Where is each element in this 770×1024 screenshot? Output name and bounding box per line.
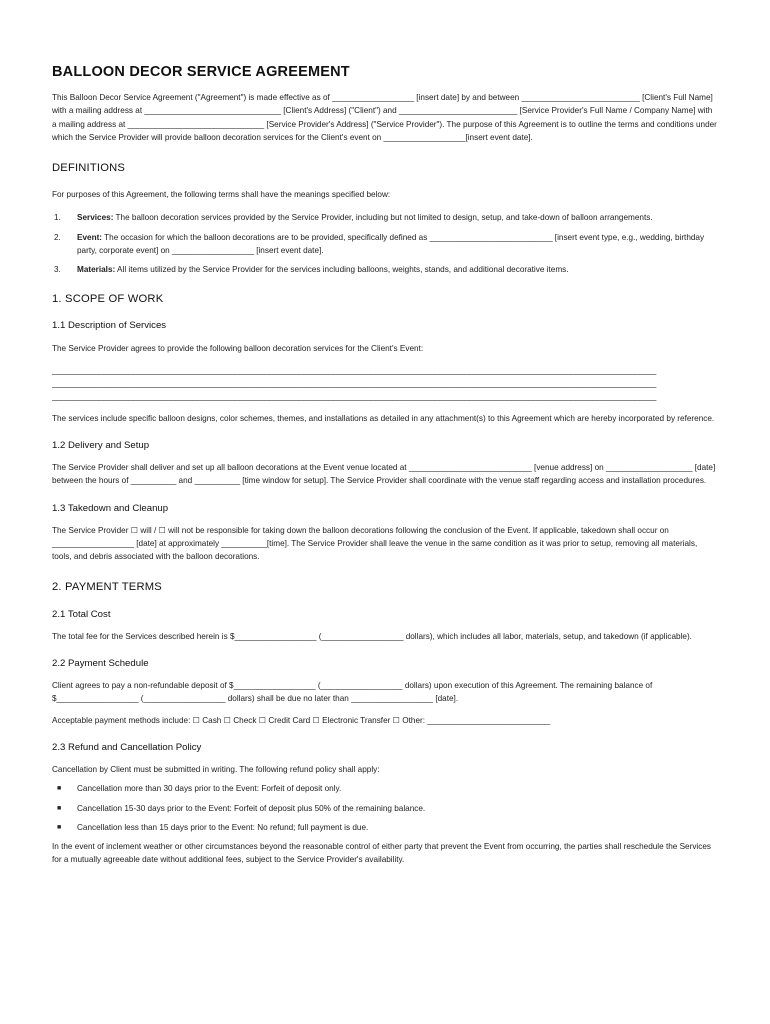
definition-item bbox=[52, 231, 718, 257]
definition-text: The balloon decoration services provided by the Service Provider, including but not limited to design, setup, and take-down of balloon arrangements. bbox=[113, 213, 653, 223]
definition-term: Materials: bbox=[77, 265, 116, 275]
document-title: BALLOON DECOR SERVICE AGREEMENT bbox=[52, 64, 350, 80]
takedown-text: The Service Provider ☐ will / ☐ will not be responsible for taking down the balloon decorations following the conclusion of the Event. If applicable, takedown shall occur on __________________ [date] at approximately __________[time]. The Service Provider shall leave the venue in the same condition as it was prior to setup, removing all materials, tools, and debris associated with the balloon decorations. bbox=[52, 525, 698, 562]
list-item-text: Cancellation less than 15 days prior to the Event: No refund; full payment is due. bbox=[77, 822, 369, 832]
weather-clause-text: In the event of inclement weather or other circumstances beyond the reasonable control of either party that prevent the Event from occurring, the parties shall reschedule the Services for a mutually agreeable date without additional fees, subject to the Service Provider's availability. bbox=[52, 841, 711, 865]
payment-heading: 2. PAYMENT TERMS bbox=[52, 581, 162, 594]
definitions-heading: DEFINITIONS bbox=[52, 162, 126, 175]
list-item-text: Cancellation 15-30 days prior to the Event: Forfeit of deposit plus 50% of the remaining balance. bbox=[77, 803, 426, 813]
bullet-icon: ■ bbox=[57, 804, 62, 812]
description-after-text: The services include specific balloon designs, color schemes, themes, and installations as detailed in any attachment(s) to this Agreement which are hereby incorporated by reference. bbox=[52, 413, 715, 423]
list-item bbox=[52, 821, 718, 834]
payment-methods-text: Acceptable payment methods include: ☐ Cash ☐ Check ☐ Credit Card ☐ Electronic Transfer ☐ Other: ___________________________ bbox=[52, 715, 551, 725]
payment-schedule-heading: 2.2 Payment Schedule bbox=[52, 658, 149, 670]
definitions-list bbox=[52, 211, 718, 276]
delivery-heading: 1.2 Delivery and Setup bbox=[52, 440, 150, 452]
definition-item bbox=[52, 263, 718, 276]
list-item bbox=[52, 782, 718, 795]
definition-number: 2. bbox=[54, 232, 61, 242]
total-cost-heading: 2.1 Total Cost bbox=[52, 608, 111, 620]
refund-policy-heading: 2.3 Refund and Cancellation Policy bbox=[52, 741, 202, 753]
description-heading: 1.1 Description of Services bbox=[52, 320, 167, 332]
description-text: The Service Provider agrees to provide the following balloon decoration services for the Client's Event: bbox=[52, 343, 424, 353]
bullet-icon: ■ bbox=[57, 823, 62, 831]
blank-line: ______________________________________________________________________________________________________________________________________________ bbox=[52, 365, 656, 375]
takedown-heading: 1.3 Takedown and Cleanup bbox=[52, 502, 169, 514]
bullet-icon: ■ bbox=[57, 785, 62, 793]
refund-policy-text: Cancellation by Client must be submitted in writing. The following refund policy shall apply: bbox=[52, 765, 380, 775]
definition-number: 1. bbox=[54, 213, 61, 223]
delivery-text: The Service Provider shall deliver and set up all balloon decorations at the Event venue located at ___________________________ [venue address] on ___________________ [date] between the hours of __________ and __________ [time window for setup]. The Service Provider shall coordinate with the venue staff regarding access and installation procedures. bbox=[52, 463, 716, 486]
definition-item bbox=[52, 211, 718, 224]
blank-line: ______________________________________________________________________________________________________________________________________________ bbox=[52, 391, 656, 401]
total-cost-text: The total fee for the Services described herein is $__________________ (__________________ dollars), which includes all labor, materials, setup, and takedown (if applicable). bbox=[52, 631, 692, 641]
blank-line: ______________________________________________________________________________________________________________________________________________ bbox=[52, 378, 656, 388]
definition-text: All items utilized by the Service Provider for the services including balloons, weights, stands, and additional decorative items. bbox=[115, 265, 569, 275]
agreement-document bbox=[52, 60, 718, 866]
payment-schedule-text: Client agrees to pay a non-refundable deposit of $__________________ (__________________ dollars) upon execution of this Agreement. The remaining balance of $__________________ (__________________ dollars) shall be due no later than __________________ [date]. bbox=[52, 681, 653, 704]
scope-heading: 1. SCOPE OF WORK bbox=[52, 293, 164, 306]
definitions-intro: For purposes of this Agreement, the following terms shall have the meanings specified below: bbox=[52, 190, 391, 200]
definition-term: Services: bbox=[77, 213, 114, 223]
intro-paragraph: This Balloon Decor Service Agreement ("Agreement") is made effective as of __________________ [insert date] by and between __________________________ [Client's Full Name] with a mailing address at ______________________________ [Client's Address] ("Client") and __________________________ [Service Provider's Full Name / Company Name] with a mailing address at ______________________________ [Service Provider's Address] ("Service Provider"). The purpose of this Agreement is to outline the terms and conditions under which the Service Provider will provide balloon decoration services for the Client's event on __________________[insert event date]. bbox=[52, 93, 717, 142]
list-item-text: Cancellation more than 30 days prior to the Event: Forfeit of deposit only. bbox=[77, 784, 342, 794]
refund-list bbox=[52, 782, 718, 834]
definition-number: 3. bbox=[54, 265, 61, 275]
definition-text: The occasion for which the balloon decorations are to be provided, specifically defined as ___________________________ [insert event type, e.g., wedding, birthday party, corporate event] on __________________ [insert event date]. bbox=[77, 232, 705, 255]
description-blank-lines bbox=[52, 364, 718, 403]
definition-term: Event: bbox=[77, 232, 103, 242]
list-item bbox=[52, 802, 718, 815]
